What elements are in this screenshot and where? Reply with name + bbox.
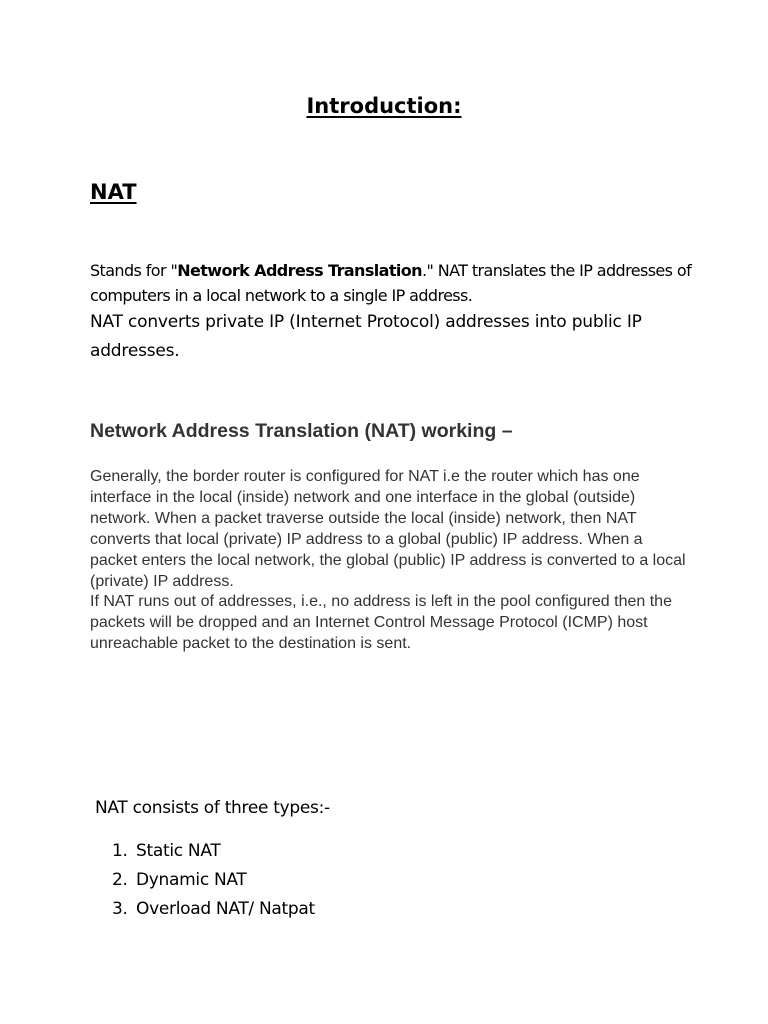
page-title: Introduction: xyxy=(306,94,462,118)
working-paragraph-1: Generally, the border router is configured for NAT i.e the router which has one interface in the local (inside) network and one interface in the global (outside) network. When a packet traverse outside the local (inside) network, then NAT converts that local (private) IP address to a global (public) IP address. When a packet enters the local network, the global (public) IP address is converted to a local (private) IP address. xyxy=(90,468,686,590)
list-item xyxy=(112,838,315,867)
stands-for-prefix: Stands for " xyxy=(90,261,178,280)
working-body xyxy=(90,467,690,655)
stands-for-paragraph xyxy=(90,258,700,308)
list-item-number: 3. xyxy=(112,899,128,919)
stands-for-bold-term: Network Address Translation xyxy=(177,261,422,280)
list-item-label: Overload NAT/ Natpat xyxy=(136,899,315,919)
working-paragraph-2: If NAT runs out of addresses, i.e., no address is left in the pool configured then the packets will be dropped and an Internet Control Message Protocol (ICMP) host unreachable packet to the destination is sent. xyxy=(90,593,672,653)
converts-paragraph: NAT converts private IP (Internet Protocol) addresses into public IP addresses. xyxy=(90,312,642,361)
types-list xyxy=(112,838,315,925)
stands-for-suffix: ." NAT translates the IP addresses of computers in a local network to a single IP address. xyxy=(90,261,692,305)
list-item xyxy=(112,896,315,925)
list-item-number: 1. xyxy=(112,841,128,861)
list-item-label: Static NAT xyxy=(136,841,221,861)
working-heading: Network Address Translation (NAT) working – xyxy=(90,420,513,442)
list-item-label: Dynamic NAT xyxy=(136,870,247,890)
types-intro: NAT consists of three types:- xyxy=(95,798,330,818)
list-item-number: 2. xyxy=(112,870,128,890)
list-item xyxy=(112,867,315,896)
nat-heading: NAT xyxy=(90,180,137,204)
